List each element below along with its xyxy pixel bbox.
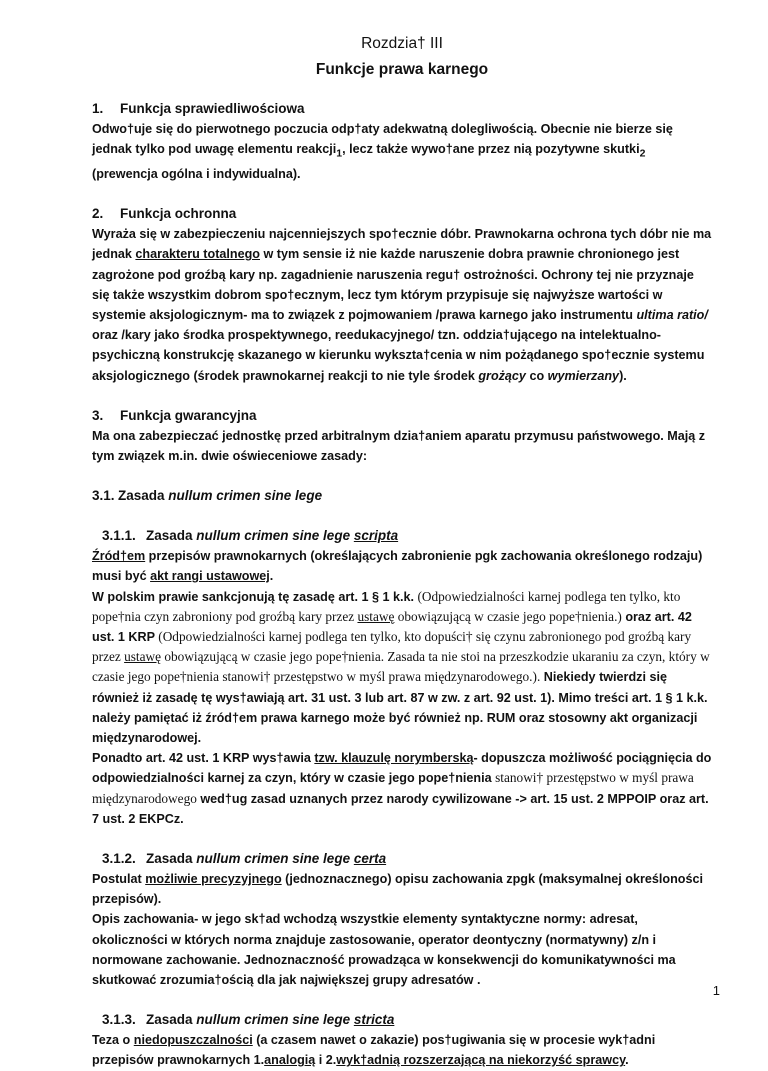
section-2-heading xyxy=(92,204,712,224)
paragraph: Teza o niedopuszczalności (a czasem nawet o zakazie) pos†ugiwania się w procesie wyk†adni przepisów prawnokarnych 1.analogią i 2.wyk†adnią rozszerzającą na niekorzyść sprawcy. xyxy=(92,1033,656,1068)
subsection-3-1-1-heading: 3.1.1. Zasada nullum crimen sine lege scripta xyxy=(102,528,399,544)
paragraph: W polskim prawie sankcjonują tę zasadę art. 1 § 1 k.k. (Odpowiedzialności karnej podlega ten tylko, kto pope†nia czyn zabroniony pod groźbą kary przez ustawę obowiązującą w czasie jego pope†nienia.) oraz art. 42 ust. 1 KRP (Odpowiedzialności karnej podlega ten tylko, kto dopuści† się czynu zabronionego pod groźbą kary przez ustawę obowiązującą w czasie jego pope†nienia. Zasada ta nie stoi na przeszkodzie ukaraniu za czyn, który w czasie jego pope†nienia stanowi† przestępstwo w myśl prawa międzynarodowego.). Niekiedy twierdzi się również iż zasadę tę wys†awiają art. 31 ust. 3 lub art. 87 w zw. z art. 92 ust. 1). Mimo treści art. 1 § 1 k.k. należy pamiętać iż źród†em prawa karnego może być również np. RUM oraz stosowny akt organizacji międzynarodowej. xyxy=(92,588,710,745)
paragraph: Źród†em przepisów prawnokarnych (określających zabronienie pgk zachowania określonego rodzaju) musi być akt rangi ustawowej. xyxy=(92,549,703,584)
section-title: Funkcja gwarancyjna xyxy=(120,407,257,423)
section-title: Funkcja ochronna xyxy=(120,206,237,222)
chapter-heading: Rozdzia† III xyxy=(361,35,443,52)
paragraph: Postulat możliwie precyzyjnego (jednoznacznego) opisu zachowania zpgk (maksymalnej określoności przepisów). xyxy=(92,872,703,907)
section-2-body: Wyraża się w zabezpieczeniu najcenniejszych spo†ecznie dóbr. Prawnokarna ochrona tych dóbr nie ma jednak charakteru totalnego w tym sensie iż nie każde naruszenie dobra prawnie chronionego jest zagrożone pod groźbą kary np. zagadnienie naruszenia regu† ostrożności. Ochrony tej nie przyznaje się także wszystkim dobrom spo†ecznym, lecz tym którym przypisuje się najwyższe wartości w systemie aksjologicznym- ma to związek z pojmowaniem /prawa karnego jako instrumentu ultima ratio/ oraz /kary jako środka prospektywnego, reedukacyjnego/ tzn. oddzia†ującego na intelektualno- psychiczną konstrukcję skazanego w kierunku wykszta†cenia w nim pożądanego spo†ecznie systemu aksjologicznego (środek prawnokarnej reakcji to nie tyle środek grożący co wymierzany). xyxy=(92,227,712,383)
subsection-3-1-2-heading: 3.1.2. Zasada nullum crimen sine lege certa xyxy=(102,851,387,866)
section-title: Funkcja sprawiedliwościowa xyxy=(120,101,305,116)
section-1-body: Odwo†uje się do pierwotnego poczucia odp†aty adekwatną dolegliwością. Obecnie nie bierze się jednak tylko pod uwagę elementu reakcji$_1$, lecz także wywo†ane przez nią pozytywne skutki$_2$ (prewencja ogólna i indywidualna). xyxy=(92,122,673,181)
section-number: 2. xyxy=(92,206,104,222)
paragraph: Opis zachowania- w jego sk†ad wchodzą wszystkie elementy syntaktyczne normy: adresat, okoliczności w których norma znajduje zastosowanie, operator deontyczny (normatywny) z/n i normowane zachowanie. Jednoznaczność prowadząca w konsekwencji do komunikatywności ma skutkować zrozumia†ością dla jak największej grupy adresatów . xyxy=(92,912,676,988)
subsection-3-1-3-heading: 3.1.3. Zasada nullum crimen sine lege stricta xyxy=(102,1012,395,1028)
section-3-heading xyxy=(92,406,712,426)
paragraph: Ponadto art. 42 ust. 1 KRP wys†awia tzw. klauzulę norymberską- dopuszcza możliwość pociągnięcia do odpowiedzialności karnej za czyn, który w czasie jego pope†nienia stanowi† przestępstwo w myśl prawa międzynarodowego wed†ug zasad uznanych przez narody cywilizowane -> art. 15 ust. 2 MPPOIP oraz art. 7 ust. 2 EKPCz. xyxy=(92,751,712,826)
footnote-ref: 2 xyxy=(639,147,646,160)
subsection-3-1-heading: 3.1. Zasada nullum crimen sine lege xyxy=(92,488,323,504)
section-3-body: Ma ona zabezpieczać jednostkę przed arbitralnym dzia†aniem aparatu przymusu państwowego. Mają z tym związek m.in. dwie oświeceniowe zasady: xyxy=(92,428,706,463)
footnote-ref: 1 xyxy=(336,147,343,160)
chapter-title: Funkcje prawa karnego xyxy=(315,61,489,78)
section-number: 1. xyxy=(92,101,104,116)
section-1-heading xyxy=(92,99,712,119)
page-number: 1 xyxy=(712,983,720,998)
document-content xyxy=(92,26,712,1071)
section-number: 3. xyxy=(92,407,104,423)
